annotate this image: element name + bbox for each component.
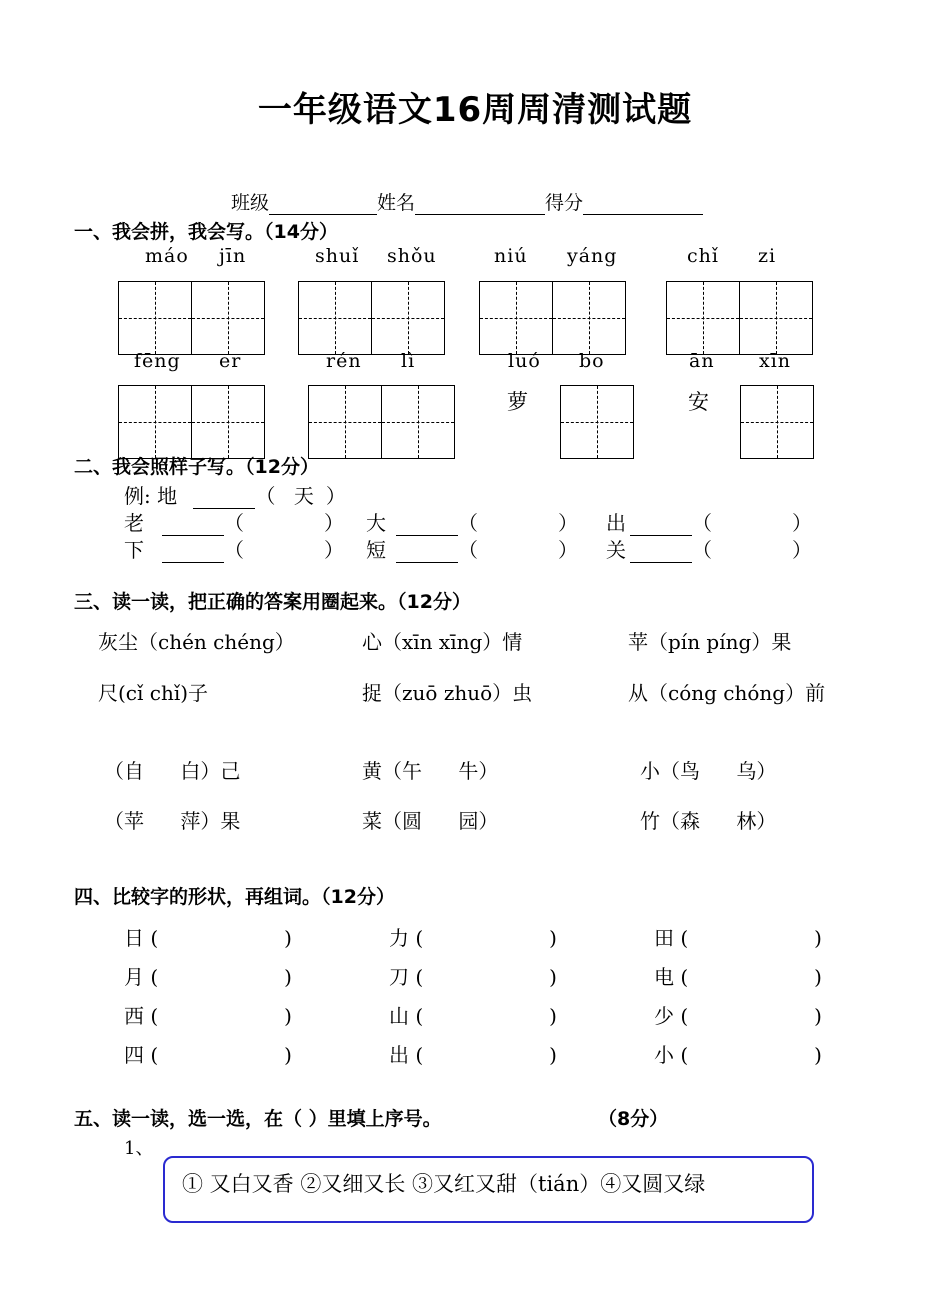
writing-grid[interactable] <box>118 281 192 355</box>
pinyin: xīn <box>759 350 792 372</box>
pinyin: chǐ <box>687 245 719 267</box>
writing-grid[interactable] <box>666 281 740 355</box>
class-label: 班级 <box>231 192 270 214</box>
word-char: 小 <box>654 1043 674 1067</box>
s2-char: 大 <box>366 511 386 535</box>
word-char: 日 <box>124 926 144 950</box>
writing-grid[interactable] <box>739 281 813 355</box>
writing-grid[interactable] <box>308 385 382 459</box>
s2-item: 出 （ ） <box>606 511 812 535</box>
writing-grid[interactable] <box>118 385 192 459</box>
section-5-heading: 五、读一读，选一选，在（ ）里填上序号。 <box>74 1108 442 1130</box>
choice-item[interactable]: 苹（pín píng）果 <box>628 630 792 654</box>
word-char: 力 <box>389 926 409 950</box>
options-text: ① 又白又香 ②又细又长 ③又红又甜（tián）④又圆又绿 <box>182 1172 706 1196</box>
writing-grid[interactable] <box>298 281 372 355</box>
s2-blank[interactable] <box>630 515 692 536</box>
word-char: 出 <box>389 1043 409 1067</box>
writing-grid[interactable] <box>371 281 445 355</box>
s2-item: 下 （ ） <box>124 538 344 562</box>
s2-char: 下 <box>124 538 144 562</box>
word-item[interactable]: 山 ( ) <box>389 1004 557 1028</box>
word-char: 电 <box>654 965 674 989</box>
word-char: 少 <box>654 1004 674 1028</box>
pinyin: er <box>219 350 242 372</box>
word-char: 刀 <box>389 965 409 989</box>
writing-grid[interactable] <box>381 385 455 459</box>
word-item[interactable]: 四 ( ) <box>124 1043 292 1067</box>
choice-item[interactable]: （苹 萍）果 <box>104 809 241 833</box>
word-item[interactable]: 田 ( ) <box>654 926 822 950</box>
section-1-heading: 一、我会拼，我会写。（14分） <box>74 221 338 243</box>
s2-char: 关 <box>606 538 626 562</box>
pinyin: lì <box>401 350 416 372</box>
example-answer: 天 <box>293 484 314 508</box>
word-item[interactable]: 少 ( ) <box>654 1004 822 1028</box>
choice-item[interactable]: （自 白）己 <box>104 759 241 783</box>
word-item[interactable]: 电 ( ) <box>654 965 822 989</box>
section-3-heading: 三、读一读，把正确的答案用圈起来。（12分） <box>74 591 471 613</box>
name-blank[interactable] <box>415 194 545 215</box>
writing-grid[interactable] <box>479 281 553 355</box>
word-item[interactable]: 月 ( ) <box>124 965 292 989</box>
word-char: 田 <box>654 926 674 950</box>
example-label: 例: <box>124 484 151 508</box>
word-item[interactable]: 西 ( ) <box>124 1004 292 1028</box>
choice-item[interactable]: 从（cóng chóng）前 <box>628 681 826 705</box>
choice-item[interactable]: 心（xīn xīng）情 <box>362 630 523 654</box>
writing-grid[interactable] <box>191 281 265 355</box>
s2-char: 老 <box>124 511 144 535</box>
pinyin: máo <box>145 245 189 267</box>
choice-item[interactable]: 菜（圆 园） <box>362 809 499 833</box>
given-char: 萝 <box>507 390 528 414</box>
pinyin: ān <box>689 350 715 372</box>
s2-blank[interactable] <box>396 515 458 536</box>
s2-blank[interactable] <box>396 542 458 563</box>
item-number: 1、 <box>124 1138 154 1159</box>
choice-item[interactable]: 捉（zuō zhuō）虫 <box>362 681 533 705</box>
word-item[interactable]: 小 ( ) <box>654 1043 822 1067</box>
score-blank[interactable] <box>583 194 703 215</box>
pinyin: shuǐ <box>315 245 360 267</box>
pinyin: shǒu <box>387 245 437 267</box>
pinyin: rén <box>326 350 362 372</box>
word-item[interactable]: 刀 ( ) <box>389 965 557 989</box>
s2-char: 出 <box>606 511 626 535</box>
s2-item: 关 （ ） <box>606 538 812 562</box>
writing-grid[interactable] <box>191 385 265 459</box>
student-info <box>231 188 703 215</box>
section-5-points: （8分） <box>598 1108 669 1130</box>
word-char: 四 <box>124 1043 144 1067</box>
class-blank[interactable] <box>269 194 377 215</box>
word-item[interactable]: 出 ( ) <box>389 1043 557 1067</box>
s2-char: 短 <box>366 538 386 562</box>
example-blank <box>193 488 255 509</box>
section-4-heading: 四、比较字的形状，再组词。（12分） <box>74 886 395 908</box>
pinyin: luó <box>508 350 541 372</box>
word-item[interactable]: 日 ( ) <box>124 926 292 950</box>
word-char: 月 <box>124 965 144 989</box>
s2-blank[interactable] <box>630 542 692 563</box>
choice-item[interactable]: 竹（森 林） <box>640 809 777 833</box>
score-label: 得分 <box>545 192 584 214</box>
choice-item[interactable]: 灰尘（chén chéng） <box>98 630 295 654</box>
choice-item[interactable]: 小（鸟 乌） <box>640 759 777 783</box>
given-char: 安 <box>688 390 709 414</box>
page-title: 一年级语文16周周清测试题 <box>257 90 693 130</box>
pinyin: jīn <box>219 245 247 267</box>
section-2-heading: 二、我会照样子写。（12分） <box>74 456 319 478</box>
s2-item: 大 （ ） <box>366 511 578 535</box>
pinyin: niú <box>494 245 528 267</box>
s2-item: 短 （ ） <box>366 538 578 562</box>
word-char: 西 <box>124 1004 144 1028</box>
word-item[interactable]: 力 ( ) <box>389 926 557 950</box>
choice-item[interactable]: 黄（午 牛） <box>362 759 499 783</box>
example-row: 例: 地 （ 天 ） <box>124 484 346 508</box>
writing-grid[interactable] <box>552 281 626 355</box>
example-char: 地 <box>157 484 178 508</box>
pinyin: fēng <box>134 350 181 372</box>
name-label: 姓名 <box>377 192 416 214</box>
word-char: 山 <box>389 1004 409 1028</box>
pinyin: bo <box>579 350 605 372</box>
s2-blank[interactable] <box>162 515 224 536</box>
s2-blank[interactable] <box>162 542 224 563</box>
pinyin: zi <box>758 245 777 267</box>
writing-grid[interactable] <box>740 385 814 459</box>
s2-item: 老 （ ） <box>124 511 344 535</box>
pinyin: yáng <box>567 245 618 267</box>
choice-item[interactable]: 尺(cǐ chǐ)子 <box>98 681 209 705</box>
writing-grid[interactable] <box>560 385 634 459</box>
